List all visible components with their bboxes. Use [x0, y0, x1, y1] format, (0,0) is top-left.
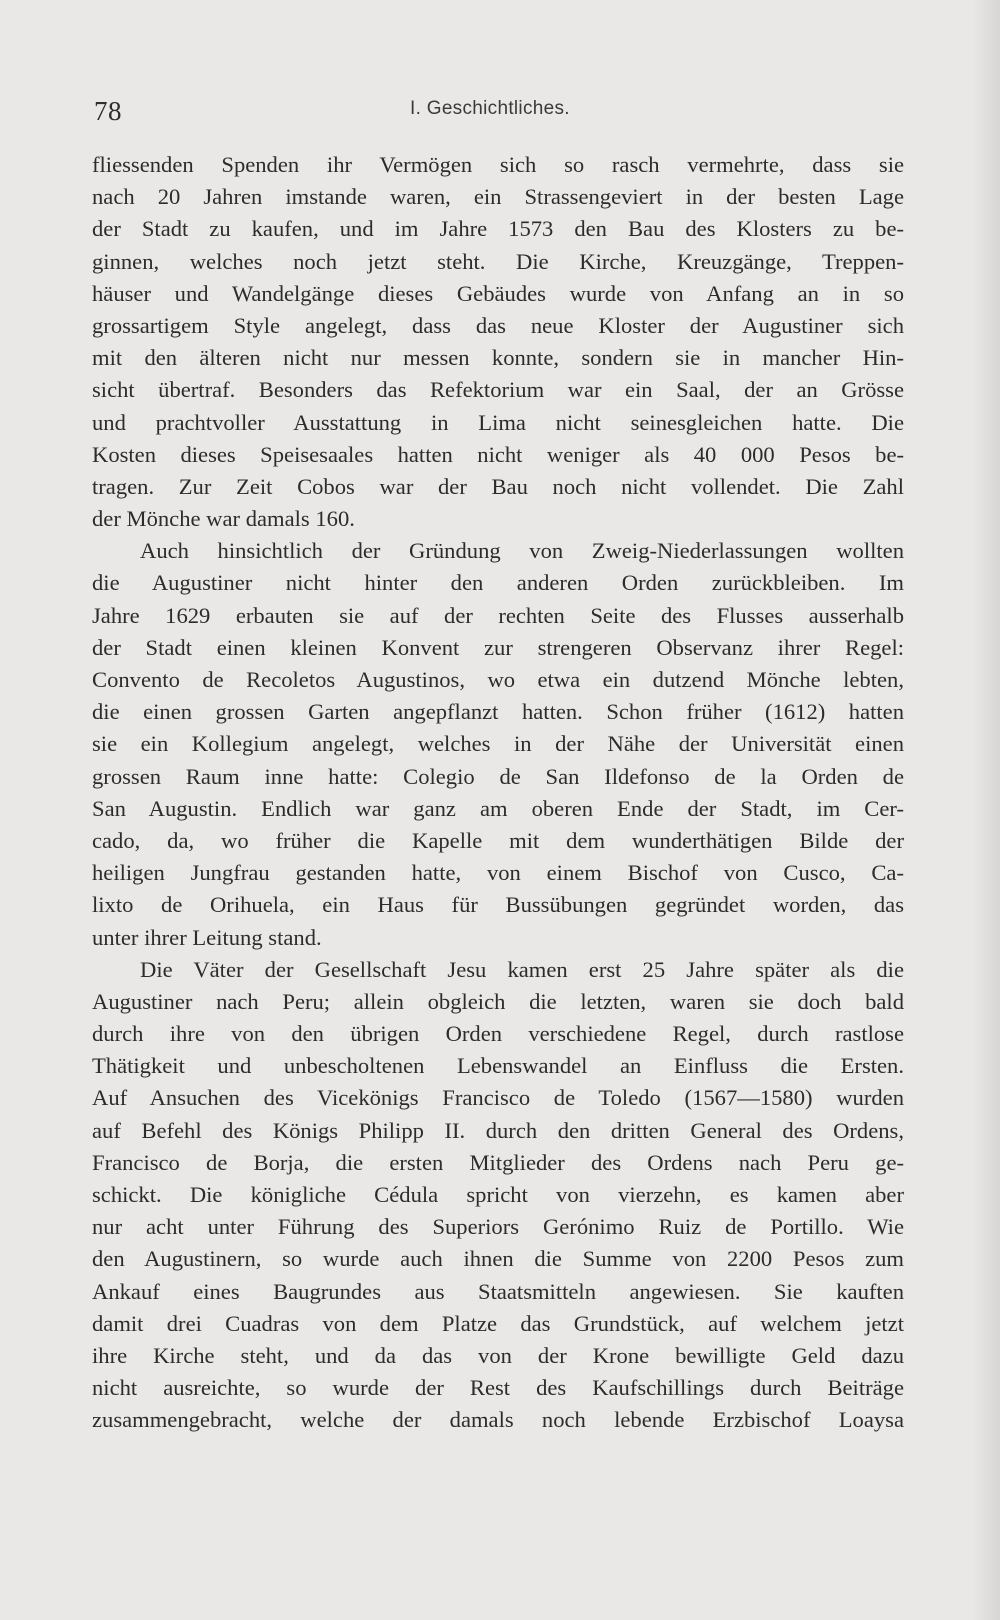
body-text [92, 149, 904, 1437]
text-line: heiligen Jungfrau gestanden hatte, von einem Bischof von Cusco, Ca- [92, 860, 904, 886]
text-line: San Augustin. Endlich war ganz am oberen Ende der Stadt, im Cer- [92, 795, 904, 821]
text-line: die einen grossen Garten angepflanzt hatten. Schon früher (1612) hatten [92, 699, 904, 725]
text-line: nur acht unter Führung des Superiors Gerónimo Ruiz de Portillo. Wie [92, 1214, 904, 1240]
text-line: schickt. Die königliche Cédula spricht von vierzehn, es kamen aber [92, 1182, 904, 1207]
text-line: Die Väter der Gesellschaft Jesu kamen erst 25 Jahre später als die [140, 956, 904, 982]
text-line: sicht übertraf. Besonders das Refektorium war ein Saal, der an Grösse [92, 377, 904, 403]
text-line: Ankauf eines Baugrundes aus Staatsmitteln angewiesen. Sie kauften [92, 1278, 904, 1304]
text-line: häuser und Wandelgänge dieses Gebäudes wurde von Anfang an in so [92, 280, 904, 306]
text-line: damit drei Cuadras von dem Platze das Grundstück, auf welchem jetzt [92, 1310, 904, 1336]
text-line: Francisco de Borja, die ersten Mitglieder des Ordens nach Peru ge- [92, 1149, 904, 1175]
text-line: auf Befehl des Königs Philipp II. durch den dritten General des Ordens, [92, 1117, 904, 1143]
text-line: Thätigkeit und unbescholtenen Lebenswandel an Einfluss die Ersten. [92, 1053, 904, 1079]
text-line: die Augustiner nicht hinter den anderen Orden zurückbleiben. Im [92, 570, 904, 596]
text-line: sie ein Kollegium angelegt, welches in der Nähe der Universität einen [92, 731, 904, 757]
text-line: der Stadt zu kaufen, und im Jahre 1573 den Bau des Klosters zu be- [92, 216, 904, 242]
page-header [94, 96, 904, 132]
text-line: unter ihrer Leitung stand. [92, 924, 322, 950]
text-line: durch ihre von den übrigen Orden verschiedene Regel, durch rastlose [92, 1021, 904, 1047]
text-line: und prachtvoller Ausstattung in Lima nicht seinesgleichen hatte. Die [92, 409, 904, 435]
text-line: Convento de Recoletos Augustinos, wo etwa ein dutzend Mönche lebten, [92, 667, 904, 692]
text-line: nach 20 Jahren imstande waren, ein Strassengeviert in der besten Lage [92, 184, 904, 210]
text-line: grossartigem Style angelegt, dass das neue Kloster der Augustiner sich [92, 312, 904, 338]
text-line: Kosten dieses Speisesaales hatten nicht weniger als 40 000 Pesos be- [92, 441, 904, 467]
text-line: ihre Kirche steht, und da das von der Krone bewilligte Geld dazu [92, 1342, 904, 1368]
text-line: Augustiner nach Peru; allein obgleich die letzten, waren sie doch bald [92, 988, 904, 1014]
text-line: grossen Raum inne hatte: Colegio de San Ildefonso de la Orden de [92, 763, 904, 789]
text-line: der Mönche war damals 160. [92, 506, 355, 532]
text-line: zusammengebracht, welche der damals noch lebende Erzbischof Loaysa [92, 1407, 904, 1433]
text-line: den Augustinern, so wurde auch ihnen die Summe von 2200 Pesos zum [92, 1246, 904, 1272]
text-line: lixto de Orihuela, ein Haus für Bussübungen gegründet worden, das [92, 892, 904, 918]
text-line: tragen. Zur Zeit Cobos war der Bau noch nicht vollendet. Die Zahl [92, 473, 904, 499]
text-line: nicht ausreichte, so wurde der Rest des Kaufschillings durch Beiträge [92, 1375, 904, 1401]
text-line: mit den älteren nicht nur messen konnte, sondern sie in mancher Hin- [92, 345, 904, 371]
text-line: cado, da, wo früher die Kapelle mit dem wunderthätigen Bilde der [92, 827, 904, 853]
text-line: ginnen, welches noch jetzt steht. Die Kirche, Kreuzgänge, Treppen- [92, 248, 904, 274]
text-line: Auch hinsichtlich der Gründung von Zweig-Niederlassungen wollten [140, 538, 904, 564]
text-line: Jahre 1629 erbauten sie auf der rechten Seite des Flusses ausserhalb [92, 602, 904, 628]
text-line: der Stadt einen kleinen Konvent zur strengeren Observanz ihrer Regel: [92, 634, 904, 660]
page-number: 78 [94, 96, 122, 126]
text-line: Auf Ansuchen des Vicekönigs Francisco de Toledo (1567—1580) wurden [92, 1085, 904, 1111]
text-line: fliessenden Spenden ihr Vermögen sich so rasch vermehrte, dass sie [92, 152, 904, 177]
running-head: I. Geschichtliches. [410, 98, 570, 119]
